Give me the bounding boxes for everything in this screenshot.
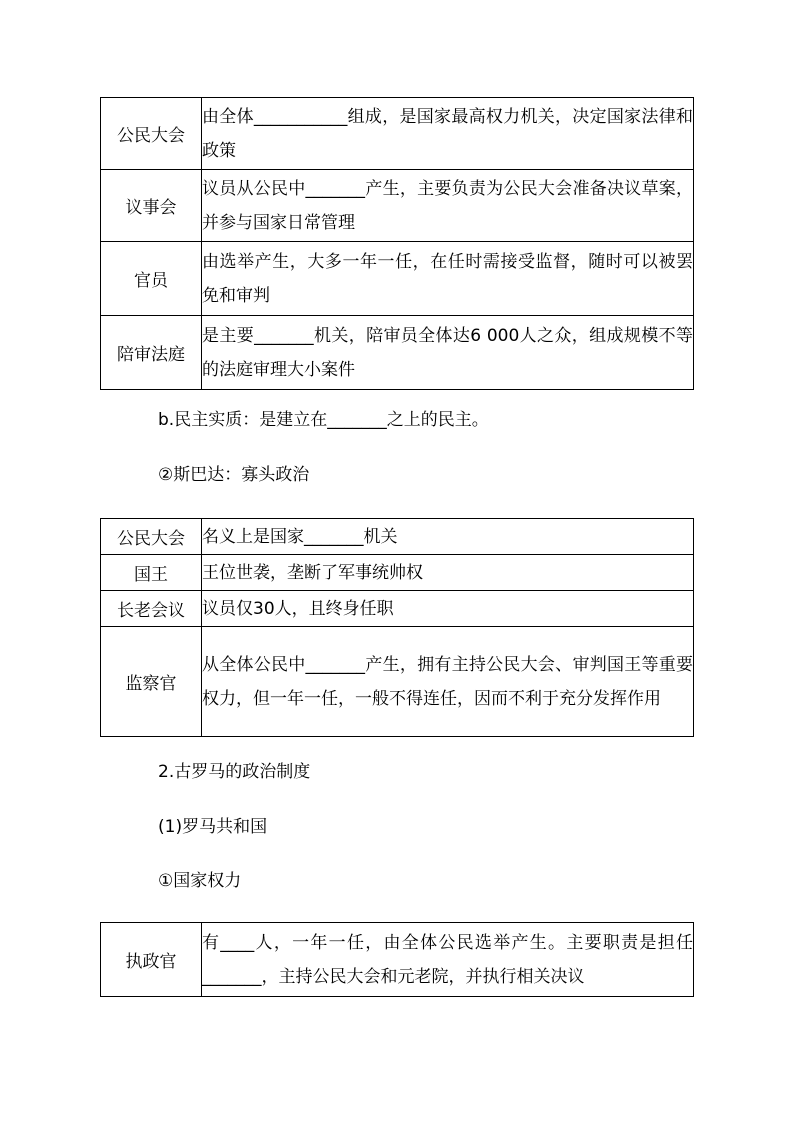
institution-name: 国王 — [101, 555, 202, 591]
institution-name: 监察官 — [101, 627, 202, 737]
table-row — [101, 591, 694, 627]
table-row — [101, 555, 694, 591]
institution-name: 官员 — [101, 242, 202, 316]
athens-institutions-table — [100, 97, 694, 390]
table-row — [101, 627, 694, 737]
sparta-heading: ②斯巴达：寡头政治 — [158, 465, 310, 485]
rome-institutions-table — [100, 922, 694, 997]
institution-description: 从全体公民中_______产生，拥有主持公民大会、审判国王等重要权力，但一年一任，一般不得连任，因而不利于充分发挥作用 — [202, 627, 694, 737]
institution-name: 公民大会 — [101, 519, 202, 555]
institution-name: 公民大会 — [101, 98, 202, 170]
table-row — [101, 170, 694, 242]
rome-heading: 2.古罗马的政治制度 — [158, 762, 311, 782]
table-row — [101, 98, 694, 170]
institution-description: 由全体___________组成，是国家最高权力机关，决定国家法律和政策 — [202, 98, 694, 170]
institution-description: 有____人，一年一任，由全体公民选举产生。主要职责是担任_______，主持公民大会和元老院，并执行相关决议 — [202, 923, 694, 997]
institution-description: 议员仅30人，且终身任职 — [202, 591, 694, 627]
institution-name: 长老会议 — [101, 591, 202, 627]
institution-description: 名义上是国家_______机关 — [202, 519, 694, 555]
sparta-institutions-table — [100, 518, 694, 737]
institution-name: 陪审法庭 — [101, 316, 202, 390]
table-row — [101, 316, 694, 390]
democracy-essence-line: b.民主实质：是建立在_______之上的民主。 — [158, 410, 489, 430]
institution-description: 议员从公民中_______产生，主要负责为公民大会准备决议草案，并参与国家日常管理 — [202, 170, 694, 242]
institution-description: 由选举产生，大多一年一任，在任时需接受监督，随时可以被罢免和审判 — [202, 242, 694, 316]
republic-heading: (1)罗马共和国 — [158, 817, 268, 837]
table-row — [101, 242, 694, 316]
institution-name: 议事会 — [101, 170, 202, 242]
state-power-heading: ①国家权力 — [158, 871, 242, 891]
institution-description: 王位世袭，垄断了军事统帅权 — [202, 555, 694, 591]
institution-name: 执政官 — [101, 923, 202, 997]
institution-description: 是主要_______机关，陪审员全体达6 000人之众，组成规模不等的法庭审理大小案件 — [202, 316, 694, 390]
table-row — [101, 923, 694, 997]
table-row — [101, 519, 694, 555]
